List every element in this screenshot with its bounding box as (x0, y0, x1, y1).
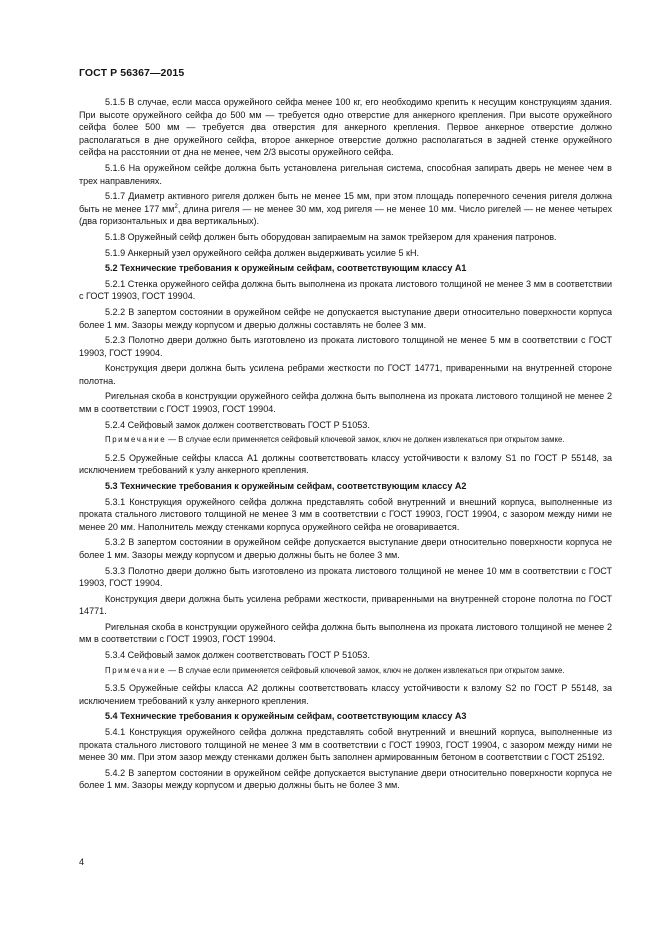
paragraph-text: 5.1.7 Диаметр активного ригеля должен быть не менее 15 мм, при этом площадь поперечного сечения ригеля должна быть не менее 177 мм (79, 191, 612, 214)
section-heading: 5.2 Технические требования к оружейным сейфам, соответствующим классу А1 (105, 263, 467, 274)
paragraph: 5.3.5 Оружейные сейфы класса А2 должны соответствовать классу устойчивости к взлому S2 по ГОСТ Р 55148, за исключением требований к узлу анкерного крепления. (79, 683, 612, 706)
section-heading: 5.3 Технические требования к оружейным сейфам, соответствующим классу А2 (105, 480, 467, 491)
paragraph: 5.2.3 Полотно двери должно быть изготовлено из проката листового толщиной не менее 5 мм в соответствии с ГОСТ 19903, ГОСТ 19904. (79, 335, 612, 358)
paragraph: Ригельная скоба в конструкции оружейного сейфа должна быть выполнена из проката листового толщиной не менее 2 мм в соответствии с ГОСТ 19903, ГОСТ 19904. (79, 391, 612, 415)
note (79, 434, 612, 446)
paragraph: 5.1.6 На оружейном сейфе должна быть установлена ригельная система, способная запирать дверь не менее чем в трех направлениях. (79, 162, 612, 186)
paragraph: Ригельная скоба в конструкции оружейного сейфа должна быть выполнена из проката листового толщиной не менее 2 мм в соответствии с ГОСТ 19903, ГОСТ 19904. (79, 621, 612, 645)
note-text: — В случае если применяется сейфовый ключевой замок, ключ не должен извлекаться при открытом замке. (166, 435, 565, 445)
paragraph-text: , длина ригеля — не менее 30 мм, ход ригеля — не менее 10 мм. Число ригелей — не менее четырех (два горизонтальных и два вертикальных). (79, 203, 613, 227)
section-heading: 5.4 Технические требования к оружейным сейфам, соответствующим классу А3 (105, 711, 467, 722)
paragraph: 5.3.2 В запертом состоянии в оружейном сейфе допускается выступание двери относительно поверхности корпуса не более 1 мм. Зазоры между корпусом и дверью должны быть не более 3 мм. (79, 537, 612, 560)
paragraph: 5.2.2 В запертом состоянии в оружейном сейфе не допускается выступание двери относительно поверхности корпуса более 1 мм. Зазоры между корпусом и дверью должны составлять не более 3 мм. (79, 306, 612, 330)
paragraph: Конструкция двери должна быть усилена ребрами жесткости, приваренными на внутренней стороне полотна по ГОСТ 14771. (79, 593, 612, 617)
document-header: ГОСТ Р 56367—2015 (79, 67, 185, 79)
page-number: 4 (79, 857, 85, 867)
note-label: Примечание (105, 435, 167, 445)
note-text: — В случае если применяется сейфовый ключевой замок, ключ не должен извлекаться при открытом замке. (166, 665, 565, 675)
paragraph: 5.3.3 Полотно двери должно быть изготовлено из проката листового толщиной не менее 10 мм в соответствии с ГОСТ 19903, ГОСТ 19904. (79, 565, 612, 589)
paragraph: Конструкция двери должна быть усилена ребрами жесткости по ГОСТ 14771, приваренными на внутренней стороне полотна. (79, 363, 612, 386)
paragraph: 5.1.9 Анкерный узел оружейного сейфа должен выдерживать усилие 5 кН. (105, 247, 420, 258)
paragraph: 5.2.4 Сейфовый замок должен соответствовать ГОСТ Р 51053. (105, 419, 370, 430)
note-label: Примечание (105, 665, 167, 675)
paragraph: 5.3.1 Конструкция оружейного сейфа должна представлять собой внутренний и внешний корпуса, выполненные из проката стального листового толщиной не менее 3 мм в соответствии с ГОСТ 19903, ГОСТ 19904, с зазором между ними не менее 20 мм. Наполнитель между стенками корпуса оружейного сейфа не оговаривается. (79, 496, 612, 532)
paragraph: 5.2.1 Стенка оружейного сейфа должна быть выполнена из проката листового толщиной не менее 3 мм в соответствии с ГОСТ 19903, ГОСТ 19904. (79, 278, 612, 302)
paragraph (79, 190, 612, 228)
paragraph: 5.4.1 Конструкция оружейного сейфа должна представлять собой внутренний и внешний корпуса, выполненные из проката стального листового толщиной не менее 3 мм в соответствии с ГОСТ 19903, ГОСТ 19904, с зазором между ними не менее 30 мм. При этом зазор между стенками должен быть заполнен армированным бетоном в соответствии с ГОСТ 25192. (79, 726, 612, 763)
document-body (79, 96, 612, 795)
paragraph: 5.1.8 Оружейный сейф должен быть оборудован запираемым на замок трейзером для хранения патронов. (105, 231, 557, 242)
superscript: 2 (174, 203, 178, 210)
paragraph: 5.4.2 В запертом состоянии в оружейном сейфе допускается выступание двери относительно поверхности корпуса не более 1 мм. Зазоры между корпусом и дверью должны быть не более 3 мм. (79, 767, 612, 791)
note (79, 665, 612, 677)
paragraph: 5.1.5 В случае, если масса оружейного сейфа менее 100 кг, его необходимо крепить к несущим конструкциям здания. При высоте оружейного сейфа до 500 мм — требуется одно отверстие для анкерного крепления. При высоте оружейного сейфа более 500 мм — требуется два отверстия для анкерного крепления. Первое анкерное отверстие должно располагаться в дне оружейного сейфа, второе анкерное отверстие должно располагаться в задней стенке оружейного сейфа на расстоянии от дна не менее, чем 2/3 высоты оружейного сейфа. (79, 97, 612, 158)
paragraph: 5.3.4 Сейфовый замок должен соответствовать ГОСТ Р 51053. (105, 650, 370, 661)
paragraph: 5.2.5 Оружейные сейфы класса А1 должны соответствовать классу устойчивости к взлому S1 по ГОСТ Р 55148, за исключением требований к узлу анкерного крепления. (79, 452, 612, 476)
